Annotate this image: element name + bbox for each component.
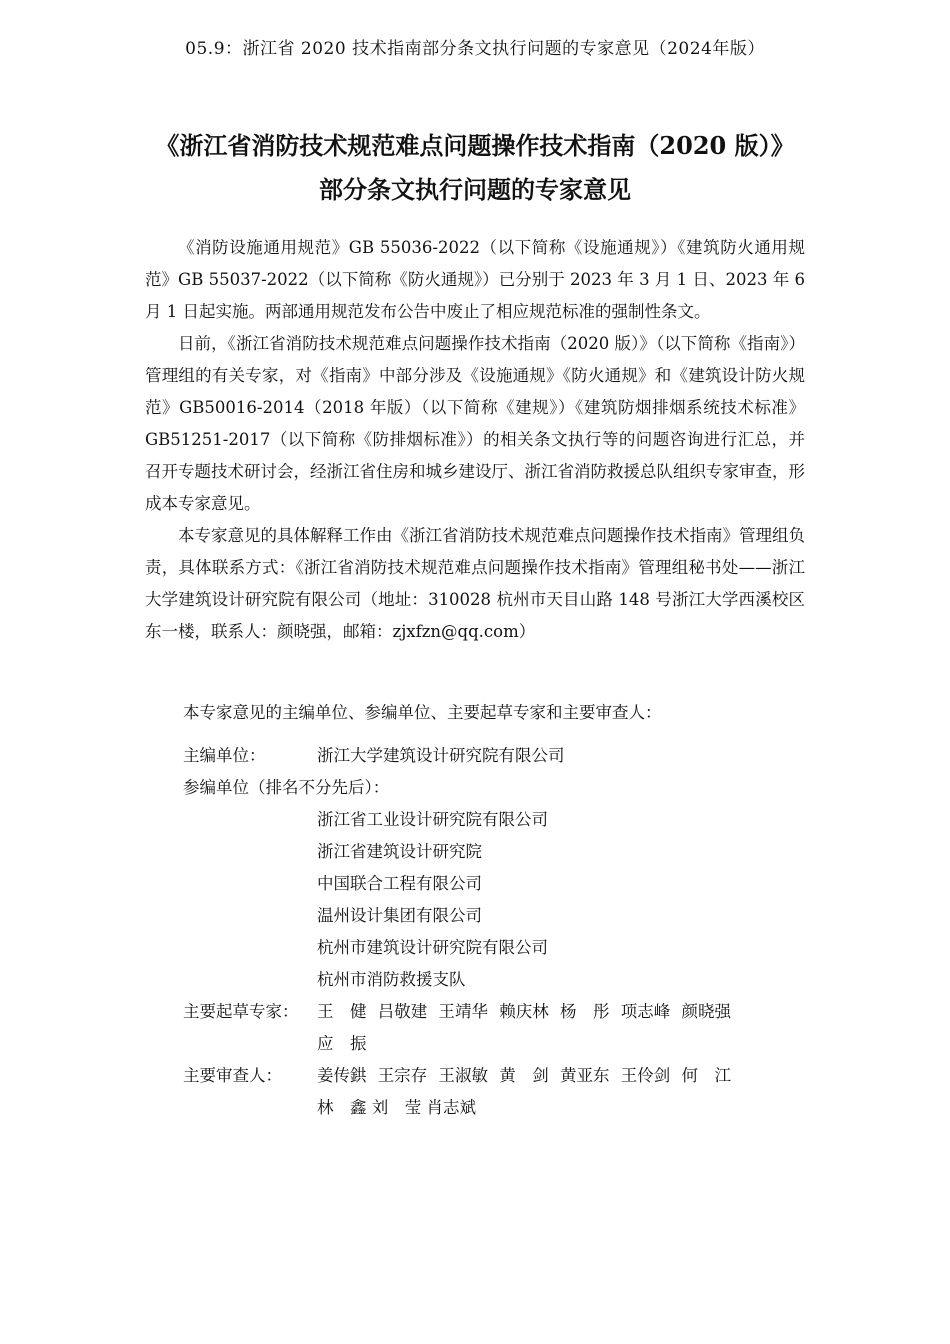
- co-units-label: 参编单位（排名不分先后）：: [183, 778, 390, 797]
- credits-intro: 本专家意见的主编单位、参编单位、主要起草专家和主要审查人：: [183, 703, 662, 722]
- chief-unit-row: [183, 740, 793, 772]
- paragraph-3: 本专家意见的具体解释工作由《浙江省消防技术规范难点问题操作技术指南》管理组负责，具体联系方式：《浙江省消防技术规范难点问题操作技术指南》管理组秘书处——浙江大学建筑设计研究院有限公司（地址：310028 杭州市天目山路 148 号浙江大学西溪校区东一楼，联系人：颜晓强，邮箱：zjxfzn@qq.com）: [145, 526, 805, 641]
- drafters-names: 王 健 吕敬建 王靖华 赖庆林 杨 彤 项志峰 颜晓强: [317, 1002, 731, 1021]
- credits-list: [183, 740, 793, 1124]
- reviewers-names: 姜传鉷 王宗存 王淑敏 黄 剑 黄亚东 王伶剑 何 江: [317, 1066, 731, 1085]
- drafters-label: 主要起草专家：: [183, 1002, 299, 1021]
- co-unit: 浙江省建筑设计研究院: [317, 842, 482, 861]
- running-header: 05.9：浙江省 2020 技术指南部分条文执行问题的专家意见（2024年版）: [185, 39, 765, 59]
- drafters-names-cont: 应 振: [317, 1034, 367, 1053]
- reviewers-names-cont: 林 鑫 刘 莹 肖志斌: [317, 1098, 476, 1117]
- paragraph-1: 《消防设施通用规范》GB 55036-2022（以下简称《设施通规》）《建筑防火通用规范》GB 55037-2022（以下简称《防火通规》）已分别于 2023 年 3 月 1 日、2023 年 6 月 1 日起实施。两部通用规范发布公告中废止了相应规范标准的强制性条文。: [145, 238, 805, 321]
- paragraph-2: 日前，《浙江省消防技术规范难点问题操作技术指南（2020 版）》（以下简称《指南》）管理组的有关专家，对《指南》中部分涉及《设施通规》《防火通规》和《建筑设计防火规范》GB50016-2014（2018 年版）（以下简称《建规》）《建筑防烟排烟系统技术标准》GB51251-2017（以下简称《防排烟标准》）的相关条文执行等的问题咨询进行汇总，并召开专题技术研讨会，经浙江省住房和城乡建设厅、浙江省消防救援总队组织专家审查，形成本专家意见。: [145, 334, 805, 513]
- title-line-1: 《浙江省消防技术规范难点问题操作技术指南（2020 版）》: [155, 131, 795, 160]
- drafters-row: [183, 996, 793, 1028]
- co-unit: 中国联合工程有限公司: [317, 874, 482, 893]
- chief-unit-label: 主编单位：: [183, 746, 266, 765]
- title-line-2: 部分条文执行问题的专家意见: [319, 175, 631, 204]
- body-text: [145, 232, 805, 648]
- chief-unit-value: 浙江大学建筑设计研究院有限公司: [317, 746, 565, 765]
- reviewers-label: 主要审查人：: [183, 1066, 282, 1085]
- reviewers-row: [183, 1060, 793, 1092]
- co-unit: 温州设计集团有限公司: [317, 906, 482, 925]
- co-unit: 浙江省工业设计研究院有限公司: [317, 810, 548, 829]
- co-unit: 杭州市建筑设计研究院有限公司: [317, 938, 548, 957]
- document-title: [0, 124, 950, 212]
- co-unit: 杭州市消防救援支队: [317, 970, 466, 989]
